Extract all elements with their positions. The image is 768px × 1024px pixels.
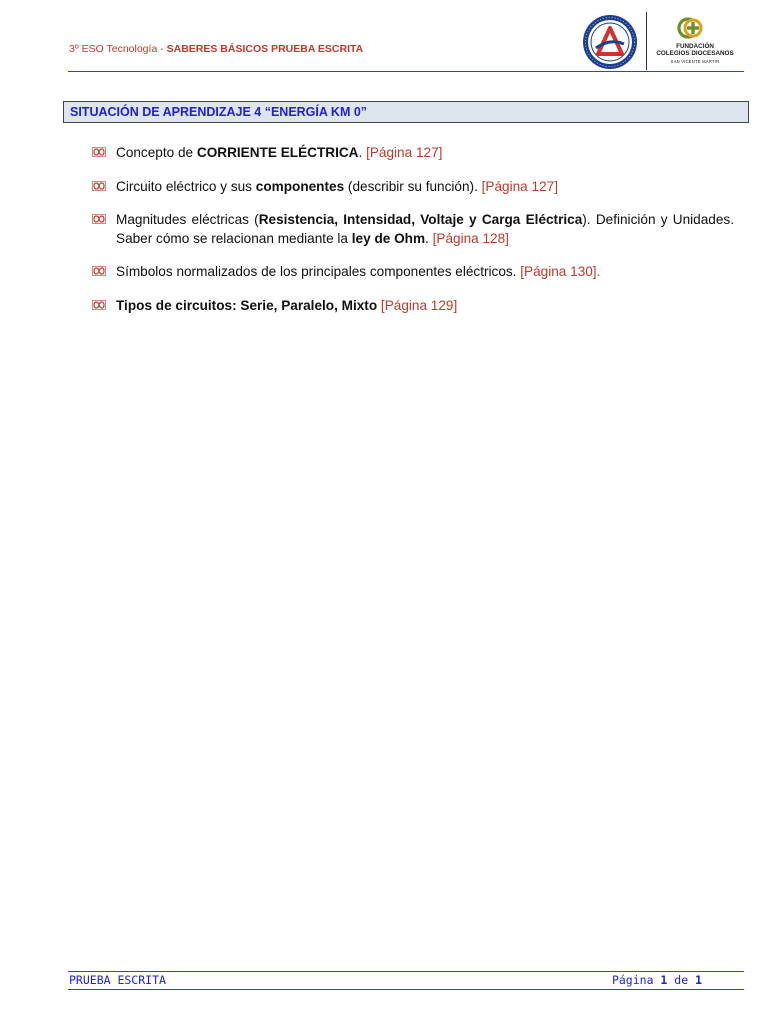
- item-bold: componentes: [255, 178, 345, 194]
- item-text: Magnitudes eléctricas (: [116, 212, 259, 227]
- item-text: ). Definición y Unidades. Saber cómo se relacionan mediante la: [116, 212, 734, 246]
- item-bold: Tipos de circuitos: Serie, Paralelo, Mixto: [116, 297, 378, 313]
- page-of: de: [667, 973, 696, 987]
- list-item: [90, 178, 734, 197]
- content-list: [90, 144, 734, 330]
- school-crest-icon: [582, 14, 638, 70]
- footer-label: PRUEBA ESCRITA: [69, 973, 166, 987]
- item-bold: CORRIENTE ELÉCTRICA: [196, 145, 359, 160]
- page-current: 1: [660, 973, 668, 987]
- page-reference: [Página 127]: [481, 178, 558, 194]
- foundation-logo-icon: [676, 14, 704, 42]
- foundation-line-2: COLEGIOS DIOCESANOS: [656, 50, 734, 58]
- infinity-bullet-icon: [92, 147, 106, 157]
- page-reference: [Página 130].: [520, 264, 601, 279]
- list-item: [90, 144, 734, 163]
- header-logos: [582, 12, 742, 70]
- foundation-line-3: SAN VICENTE MÁRTIR: [670, 58, 720, 64]
- item-text: .: [425, 230, 433, 246]
- header-separator: -: [157, 43, 167, 55]
- foundation-line-1: FUNDACIÓN: [676, 43, 714, 50]
- item-text: .: [358, 145, 367, 160]
- footer-rule-bottom: [68, 989, 744, 990]
- logo-divider: [646, 12, 647, 70]
- infinity-bullet-icon: [92, 300, 106, 310]
- footer-rule-top: [68, 971, 744, 972]
- list-item: [90, 263, 734, 282]
- infinity-bullet-icon: [92, 266, 106, 276]
- page-label: Página: [611, 973, 661, 987]
- page-reference: [Página 129]: [380, 297, 458, 313]
- infinity-bullet-icon: [92, 181, 106, 191]
- foundation-name: [648, 43, 742, 65]
- course-label: 3º ESO Tecnología: [69, 43, 158, 55]
- item-text: Concepto de: [116, 145, 197, 160]
- item-bold: ley de Ohm: [351, 230, 426, 246]
- page-total: 1: [695, 973, 702, 987]
- section-title: SITUACIÓN DE APRENDIZAJE 4 “ENERGÍA KM 0”: [70, 105, 368, 119]
- page-number: [612, 973, 702, 987]
- page-reference: [Página 127]: [366, 145, 443, 160]
- list-item: [90, 297, 734, 316]
- list-item: [90, 211, 734, 248]
- item-bold: Resistencia, Intensidad, Voltaje y Carga Eléctrica: [258, 212, 583, 227]
- item-text: Circuito eléctrico y sus: [116, 178, 256, 194]
- document-header: [69, 43, 363, 55]
- item-text: (describir su función).: [344, 178, 482, 194]
- header-rule: [68, 71, 744, 72]
- section-title-box: [63, 101, 749, 123]
- header-title: SABERES BÁSICOS PRUEBA ESCRITA: [166, 43, 364, 55]
- item-text: Símbolos normalizados de los principales componentes eléctricos.: [116, 264, 521, 279]
- page-reference: [Página 128]: [432, 230, 509, 246]
- infinity-bullet-icon: [92, 214, 106, 224]
